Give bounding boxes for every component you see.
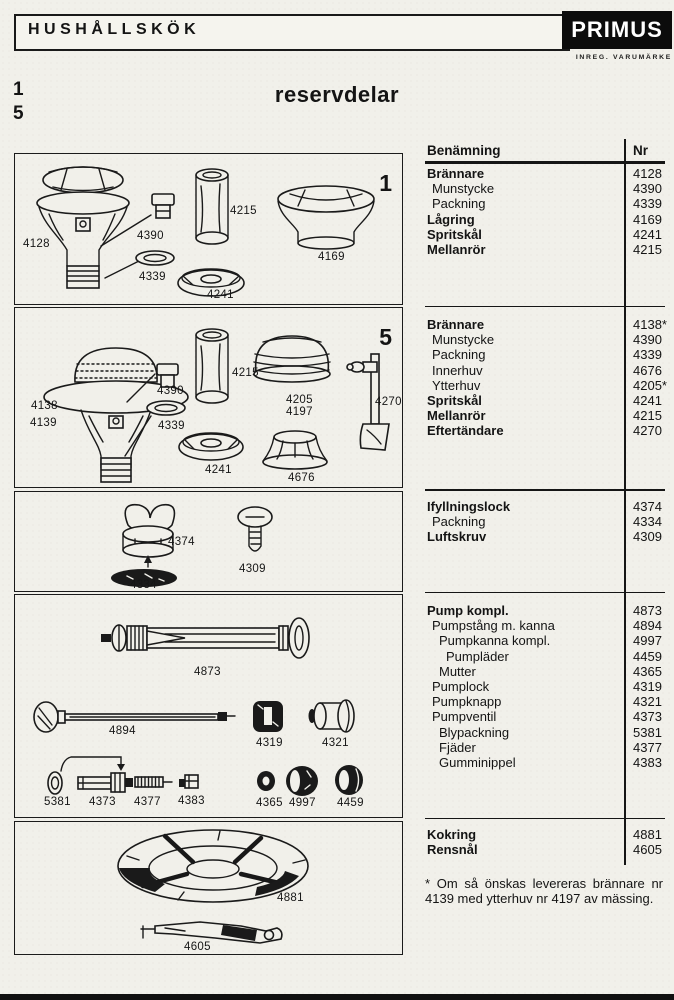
part-label: 4873 xyxy=(194,666,221,678)
cup-4241-drawing xyxy=(179,433,243,460)
section-divider-1 xyxy=(425,306,665,308)
lead-packing-5381-drawing xyxy=(48,772,62,794)
row-number: 4321 xyxy=(633,694,662,710)
table-row xyxy=(425,347,665,362)
row-label: Pumpkanna kompl. xyxy=(439,633,551,649)
row-number: 4205* xyxy=(633,377,667,393)
packing-4339-drawing xyxy=(147,401,185,415)
row-number: 4676 xyxy=(633,362,662,378)
panel-2-drawing xyxy=(15,308,401,486)
table-row xyxy=(425,649,665,664)
table-section-1 xyxy=(425,166,665,257)
table-row xyxy=(425,709,665,724)
spring-4377-drawing xyxy=(135,777,172,787)
part-label: 4270 xyxy=(375,396,402,408)
pump-valve-4373-drawing xyxy=(78,773,133,792)
row-label: Blypackning xyxy=(439,724,510,740)
table-row xyxy=(425,664,665,679)
part-label: 4138 xyxy=(31,400,58,412)
row-number: 4215 xyxy=(633,408,662,424)
table-row xyxy=(425,679,665,694)
part-label: 4339 xyxy=(158,420,185,432)
row-label: Munstycke xyxy=(432,181,495,197)
row-label: Munstycke xyxy=(432,332,495,348)
row-number: 4373 xyxy=(633,709,662,725)
row-label: Spritskål xyxy=(427,392,482,408)
row-label: Brännare xyxy=(427,317,485,332)
header-rule xyxy=(425,161,665,164)
row-number: 4459 xyxy=(633,648,662,664)
panel-4-drawing xyxy=(15,595,401,816)
section-divider-3 xyxy=(425,592,665,594)
row-label: Spritskål xyxy=(427,226,482,242)
part-label: 4321 xyxy=(322,737,349,749)
row-label: Mellanrör xyxy=(427,408,486,424)
table-row xyxy=(425,363,665,378)
part-label: 4390 xyxy=(137,230,164,242)
row-number: 4365 xyxy=(633,663,662,679)
table-header-nr: Nr xyxy=(633,143,649,158)
rubber-nipple-4383-drawing xyxy=(179,775,198,788)
table-section-5 xyxy=(425,827,665,857)
row-label: Kokring xyxy=(427,827,477,842)
part-label: 4205 xyxy=(286,394,313,406)
row-label: Packning xyxy=(432,196,486,212)
illustration-panel-4 xyxy=(14,594,403,818)
part-label: 4894 xyxy=(109,725,136,737)
row-label: Ytterhuv xyxy=(432,377,481,393)
table-row xyxy=(425,166,665,181)
row-label: Pump kompl. xyxy=(427,603,509,618)
section-divider-2 xyxy=(425,489,665,491)
part-label: 4215 xyxy=(232,367,259,379)
section-divider-4 xyxy=(425,818,665,820)
row-number: 4390 xyxy=(633,181,662,197)
panel-3-drawing xyxy=(15,492,401,590)
pump-lock-4319-drawing xyxy=(253,701,283,732)
outer-hood-4205-drawing xyxy=(254,336,330,382)
row-label: Innerhuv xyxy=(432,362,483,378)
part-label: 4374 xyxy=(168,536,195,548)
row-number: 4894 xyxy=(633,618,662,634)
row-number: 4270 xyxy=(633,423,662,439)
footnote: * Om så önskas levereras brännare nr 4139 med ytterhuv nr 4197 av mässing. xyxy=(425,876,663,907)
part-label: 5381 xyxy=(44,796,71,808)
row-label: Mutter xyxy=(439,663,476,679)
table-row xyxy=(425,423,665,438)
part-label: 4241 xyxy=(207,289,234,301)
tube-4215-drawing xyxy=(196,169,228,244)
illustration-panel-2 xyxy=(14,307,403,488)
table-row xyxy=(425,827,665,842)
leader-arrow xyxy=(117,764,125,771)
table-row xyxy=(425,740,665,755)
row-label: Gumminippel xyxy=(439,754,516,770)
row-number: 5381 xyxy=(633,724,662,740)
row-number: 4339 xyxy=(633,347,662,363)
part-label: 4215 xyxy=(230,205,257,217)
packing-4339-drawing xyxy=(136,251,174,265)
scan-edge-bar xyxy=(0,994,674,1000)
row-number: 4334 xyxy=(633,514,662,530)
row-number: 4605 xyxy=(633,842,662,858)
row-number: 4138* xyxy=(633,317,667,332)
row-label: Pumplock xyxy=(432,678,490,694)
table-row xyxy=(425,332,665,347)
pump-can-4997-drawing xyxy=(286,766,318,796)
row-number: 4997 xyxy=(633,633,662,649)
row-label: Ifyllningslock xyxy=(427,499,511,514)
table-row xyxy=(425,242,665,257)
part-label: 4365 xyxy=(256,797,283,809)
table-row xyxy=(425,603,665,618)
row-number: 4339 xyxy=(633,196,662,212)
row-label: Luftskruv xyxy=(427,529,487,545)
table-row xyxy=(425,529,665,544)
table-row xyxy=(425,212,665,227)
table-section-3 xyxy=(425,499,665,545)
row-number: 4390 xyxy=(633,332,662,348)
brand-logo: PRIMUS xyxy=(562,11,672,49)
illustration-panel-5 xyxy=(14,821,403,955)
part-label: 4605 xyxy=(184,941,211,953)
inner-hood-4676-drawing xyxy=(263,431,327,469)
part-label: 4881 xyxy=(277,892,304,904)
panel-figure-number: 1 xyxy=(379,170,392,196)
part-label: 4339 xyxy=(139,271,166,283)
panel-1-drawing xyxy=(15,154,401,303)
table-section-2 xyxy=(425,317,665,439)
part-label: 4241 xyxy=(205,464,232,476)
row-number: 4215 xyxy=(633,241,662,257)
row-label: Lågring xyxy=(427,211,475,227)
row-label: Packning xyxy=(432,514,486,530)
panel-figure-number: 5 xyxy=(379,324,392,350)
part-label: 4139 xyxy=(30,417,57,429)
part-label: 4128 xyxy=(23,238,50,250)
bowl-4169-drawing xyxy=(278,186,374,249)
row-label: Pumpläder xyxy=(446,648,509,664)
row-label: Mellanrör xyxy=(427,241,486,257)
filler-cap-4374-drawing xyxy=(123,505,174,557)
illustration-panel-3 xyxy=(14,491,403,592)
model-number-top: 1 xyxy=(13,79,24,100)
model-number-bottom: 5 xyxy=(13,103,24,124)
table-row xyxy=(425,181,665,196)
part-label: 4309 xyxy=(239,563,266,575)
table-row xyxy=(425,227,665,242)
part-label: 4390 xyxy=(157,385,184,397)
part-label: 4676 xyxy=(288,472,315,484)
table-row xyxy=(425,694,665,709)
part-label: 4319 xyxy=(256,737,283,749)
pump-knob-4321-drawing xyxy=(309,700,355,732)
table-row xyxy=(425,499,665,514)
row-label: Packning xyxy=(432,347,486,363)
row-number: 4319 xyxy=(633,678,662,694)
part-label: 4377 xyxy=(134,796,161,808)
page-heading: reservdelar xyxy=(274,82,400,107)
row-number: 4881 xyxy=(633,827,662,842)
tube-4215-drawing xyxy=(196,329,228,403)
nozzle-4390-drawing xyxy=(152,194,174,218)
table-row xyxy=(425,755,665,770)
table-row xyxy=(425,317,665,332)
air-screw-4309-drawing xyxy=(238,507,272,551)
row-number: 4241 xyxy=(633,392,662,408)
row-label: Eftertändare xyxy=(427,423,504,439)
row-label: Fjäder xyxy=(439,739,476,755)
table-row xyxy=(425,196,665,211)
illustration-panel-1 xyxy=(14,153,403,305)
pump-4873-drawing xyxy=(101,618,309,658)
part-label: 4334 xyxy=(130,579,157,591)
leader-line xyxy=(61,757,121,771)
row-number: 4374 xyxy=(633,499,662,514)
row-label: Pumpstång m. kanna xyxy=(432,618,555,634)
table-row xyxy=(425,633,665,648)
table-row xyxy=(425,378,665,393)
table-row xyxy=(425,514,665,529)
row-number: 4309 xyxy=(633,529,662,545)
row-label: Brännare xyxy=(427,166,485,181)
row-label: Rensnål xyxy=(427,842,478,858)
row-label: Pumpknapp xyxy=(432,694,502,710)
table-header-name: Benämning xyxy=(427,143,501,158)
table-row xyxy=(425,618,665,633)
row-number: 4377 xyxy=(633,739,662,755)
row-number: 4169 xyxy=(633,211,662,227)
row-number: 4873 xyxy=(633,603,662,618)
brand-registered-text: INREG. VARUMÄRKE xyxy=(575,54,672,61)
pump-leather-4459-drawing xyxy=(335,765,363,795)
row-label: Pumpventil xyxy=(432,709,497,725)
part-label: 4383 xyxy=(178,795,205,807)
part-label: 4997 xyxy=(289,797,316,809)
table-section-4 xyxy=(425,603,665,770)
part-label: 4197 xyxy=(286,406,313,418)
table-row xyxy=(425,393,665,408)
nut-4365-drawing xyxy=(257,771,275,791)
table-row xyxy=(425,842,665,857)
burner-4128-drawing xyxy=(37,167,129,288)
table-row xyxy=(425,725,665,740)
panel-5-drawing xyxy=(15,822,401,953)
part-label: 4459 xyxy=(337,797,364,809)
cleaning-needle-4605-drawing xyxy=(141,922,282,943)
table-row xyxy=(425,408,665,423)
row-number: 4128 xyxy=(633,166,662,181)
row-number: 4241 xyxy=(633,226,662,242)
part-label: 4373 xyxy=(89,796,116,808)
row-number: 4383 xyxy=(633,754,662,770)
page-title: HUSHÅLLSKÖK xyxy=(28,21,201,38)
part-label: 4169 xyxy=(318,251,345,263)
leader-lines xyxy=(101,215,151,278)
